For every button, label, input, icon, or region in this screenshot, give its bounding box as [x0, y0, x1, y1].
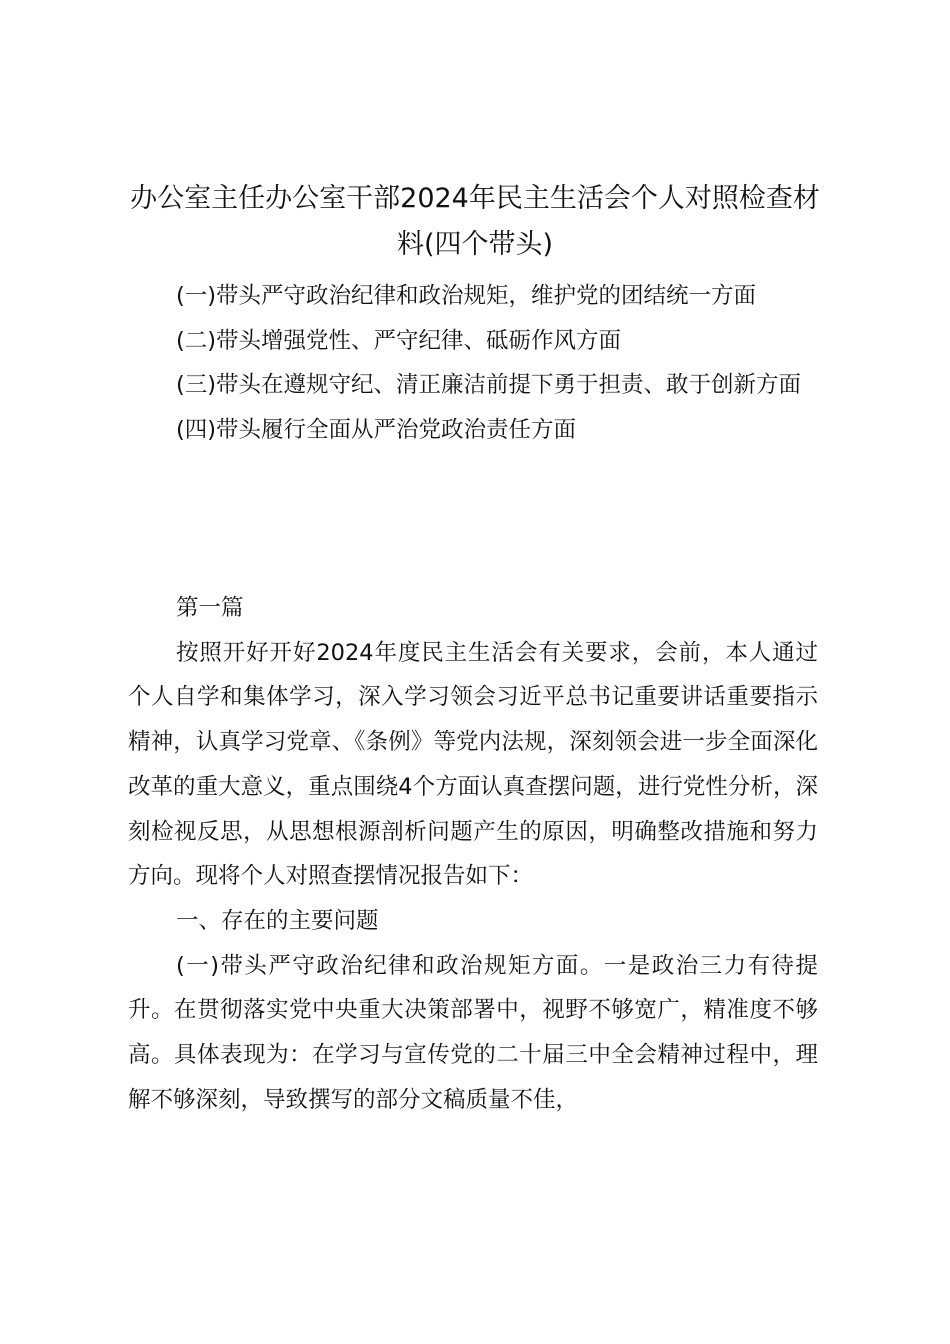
toc-item: (一)带头严守政治纪律和政治规矩，维护党的团结统一方面 [176, 283, 757, 309]
document-title: 办公室主任办公室干部2024年民主生活会个人对照检查材料(四个带头) [130, 183, 820, 260]
table-of-contents [128, 274, 818, 452]
toc-item: (四)带头履行全面从严治党政治责任方面 [176, 416, 577, 443]
intro-paragraph: 按照开好开好2024年度民主生活会有关要求，会前，本人通过个人自学和集体学习，深入学习领会习近平总书记重要讲话重要指示精神，认真学习党章、《条例》等党内法规，深刻领会进一步全面深化改革的重大意义，重点围绕4个方面认真查摆问题，进行党性分析，深刻检视反思，从思想根源剖析问题产生的原因，明确整改措施和努力方向。现将个人对照查摆情况报告如下： [128, 639, 818, 890]
toc-item: (三)带头在遵规守纪、清正廉洁前提下勇于担责、敢于创新方面 [176, 372, 802, 398]
section-label: 第一篇 [176, 595, 244, 621]
section-heading: 一、存在的主要问题 [176, 907, 379, 934]
document-body [128, 586, 818, 1122]
toc-item: (二)带头增强党性、严守纪律、砥砺作风方面 [176, 327, 622, 354]
body-paragraph: (一)带头严守政治纪律和政治规矩方面。一是政治三力有待提升。在贯彻落实党中央重大决策部署中，视野不够宽广，精准度不够高。具体表现为：在学习与宣传党的二十届三中全会精神过程中，理解不够深刻，导致撰写的部分文稿质量不佳， [128, 952, 818, 1113]
